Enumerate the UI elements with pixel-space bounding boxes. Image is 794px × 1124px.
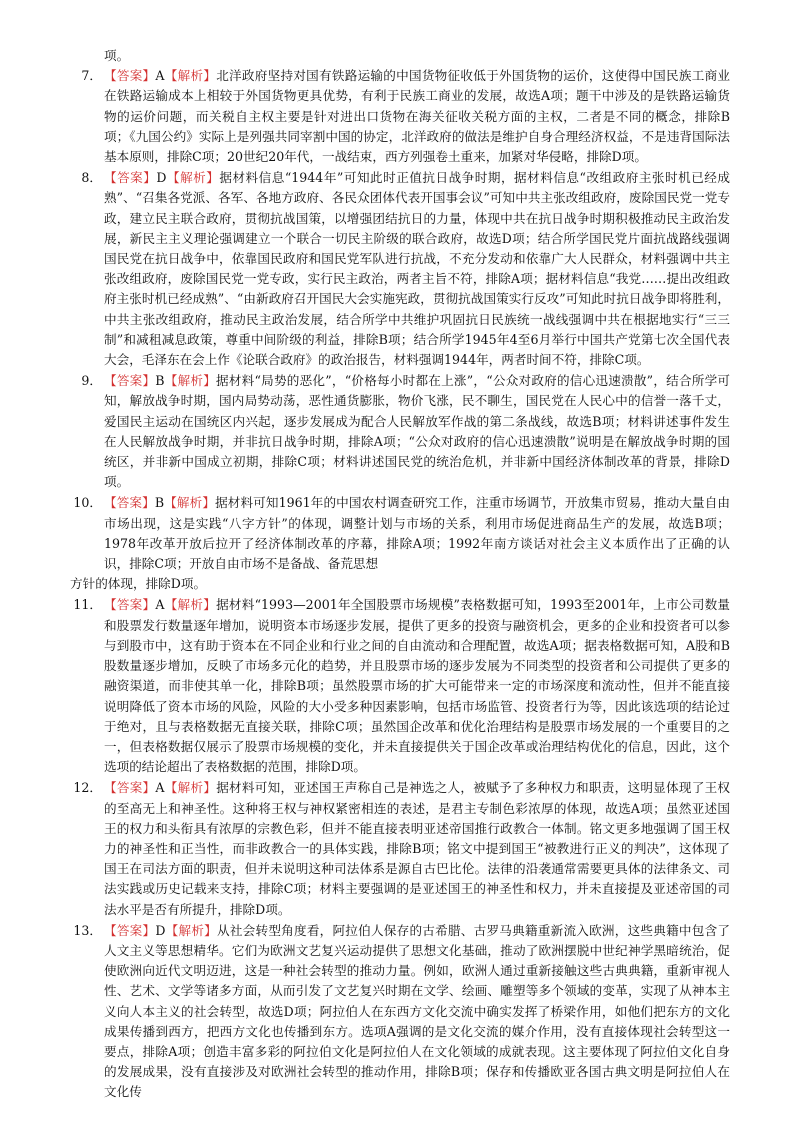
analysis-text: 据材料可知，亚述国王声称自己是神选之人，被赋予了多种权力和职责，这明显体现了王权的至高无上和神圣性。这种将王权与神权紧密相连的表述，是君主专制色彩浓厚的体现，故选A项；虽然亚述国王的权力和头衔具有浓厚的宗教色彩，但并不能直接表明亚述帝国推行政教合一体制。铭文更多地强调了国王权力的神圣性和正当性，而非政教合一的具体实践，排除B项；铭文中提到国王“被教进行正义的判决”，这体现了国王在司法方面的职责，但并未说明这种司法体系是源自古巴比伦。法律的沿袭通常需要更具体的法律条文、司法实践或历史记载来支持，排除C项；材料主要强调的是亚述国王的神圣性和权力，并未直接提及亚述帝国的司法水平是否有所提升，排除D项。 — [104, 780, 731, 917]
answer-item-13 — [70, 921, 730, 1103]
analysis-tag: 【解析】 — [164, 780, 217, 796]
analysis-text: 据材料“1993—2001年全国股票市场规模”表格数据可知，1993至2001年，上市公司数量和股票发行数量逐年增加，说明资本市场逐步发展，提供了更多的投资与融资机会，更多的企业和投资者可以参与到股市中，这有助于资本在不同企业和行业之间的自由流动和合理配置，故选A项；据表格数据可知，A股和B股数量逐步增加，反映了市场多元化的趋势，并且股票市场的逐步发展为不同类型的投资者和公司提供了更多的融资渠道，而非使其单一化，排除B项；虽然股票市场的扩大可能带来一定的市场深度和流动性，但并不能直接说明降低了资本市场的风险，风险的大小受多种因素影响，包括市场监管、投资者行为等，因此该选项的结论过于绝对，且与表格数据无直接关联，排除C项；虽然国企改革和优化治理结构是股票市场发展的一个重要目的之一，但表格数据仅展示了股票市场规模的变化，并未直接提供关于国企改革或治理结构优化的信息，因此，这个选项的结论超出了表格数据的范围，排除D项。 — [104, 597, 731, 775]
analysis-tag: 【解析】 — [164, 597, 217, 613]
answer-tag: 【答案】 — [104, 170, 157, 186]
answer-letter: D — [156, 170, 167, 186]
answer-letter: A — [155, 68, 165, 84]
analysis-text: 据材料可知1961年的中国农村调查研究工作，注重市场调节，开放集市贸易，推动大量自由市场出现，这是实践“八字方针”的体现，调整计划与市场的关系，利用市场促进商品生产的发展，故选B项；1978年改革开放后拉开了经济体制改革的序幕，排除A项；1992年南方谈话对社会主义本质作出了正确的认识，排除C项；开放自由市场不是备战、备荒思想 — [104, 495, 731, 572]
item-number: 10． — [73, 495, 102, 511]
item-number: 9． — [81, 373, 102, 389]
analysis-tag: 【解析】 — [164, 68, 217, 84]
analysis-text: 据材料“局势的恶化”，“价格每小时都在上涨”，“公众对政府的信心迅速溃散”，结合所学可知，解放战争时期，国内局势动荡，恶性通货膨胀，物价飞涨，民不聊生，国民党在人民心中的信誉一落千丈，爱国民主运动在国统区内兴起，逐步发展成为配合人民解放军作战的第二条战线，故选B项；材料讲述事件发生在人民解放战争时期，并非抗日战争时期，排除A项；“公众对政府的信心迅速溃散”说明是在解放战争时期的国统区，并非新中国成立初期，排除C项；材料讲述国民党的统治危机，并非新中国经济体制改革的背景，排除D项。 — [104, 373, 731, 490]
answer-letter: D — [155, 922, 166, 938]
analysis-tag: 【解析】 — [165, 922, 217, 938]
answer-letter: A — [155, 780, 165, 796]
analysis-tag: 【解析】 — [164, 495, 216, 511]
answer-tag: 【答案】 — [104, 922, 156, 938]
analysis-text: 从社会转型角度看，阿拉伯人保存的古希腊、古罗马典籍重新流入欧洲，这些典籍中包含了人文主义等思想精华。它们为欧洲文艺复兴运动提供了思想文化基础，推动了欧洲摆脱中世纪神学黑暗统治，促使欧洲向近代文明迈进，这是一种社会转型的推动力量。例如，欧洲人通过重新接触这些古典典籍，重新审视人性、艺术、文学等诸多方面，从而引发了文艺复兴时期在文学、绘画、雕塑等多个领域的变革，实现了从神本主义向人本主义的社会转型，故选D项；阿拉伯人在东西方文化交流中确实发挥了桥梁作用，如他们把东方的文化成果传播到西方，把西方文化也传播到东方。选项A强调的是文化交流的媒介作用，没有直接体现社会转型这一要点，排除A项；创造丰富多彩的阿拉伯文化是阿拉伯人在文化领域的成就表现。这主要体现了阿拉伯文化自身的发展成果，没有直接涉及对欧洲社会转型的推动作用，排除B项；保存和传播欧亚各国古典文明是阿拉伯人在文化传 — [104, 922, 731, 1100]
analysis-tag: 【解析】 — [164, 373, 217, 389]
answer-page — [70, 46, 730, 1104]
answer-tag: 【答案】 — [104, 68, 156, 84]
answer-item-11 — [70, 595, 730, 777]
answer-tag: 【答案】 — [104, 495, 155, 511]
item-number: 11． — [73, 597, 102, 613]
answer-item-12 — [70, 778, 730, 919]
answer-item-7 — [70, 66, 730, 167]
answer-tag: 【答案】 — [104, 780, 156, 796]
analysis-tag: 【解析】 — [166, 170, 220, 186]
answer-tag: 【答案】 — [104, 373, 156, 389]
answer-item-8 — [70, 168, 730, 370]
page-top-fragment: 项。 — [104, 48, 130, 63]
item-number: 12． — [73, 780, 102, 796]
answer-letter: B — [155, 373, 165, 389]
answer-tag: 【答案】 — [104, 597, 156, 613]
analysis-tail-line: 方针的体现，排除D项。 — [70, 576, 207, 592]
answer-item-9 — [70, 371, 730, 492]
analysis-text: 据材料信息“1944年”可知此时正值抗日战争时期，据材料信息“改组政府主张时机已经成熟”、“召集各党派、各军、各地方政府、各民众团体代表开国事会议”可知中共主张改组政府，废除国民党一党专政，建立民主联合政府，贯彻抗战国策，以增强团结抗日的力量，体现中共在抗日战争时期积极推动民主政治发展，新民主主义理论强调建立一个联合一切民主阶级的联合政府，故选D项；结合所学国民党片面抗战路线强调国民党在抗日战争中，依靠国民政府和国民党军队进行抗战，不充分发动和依靠广大人民群众，材料强调中共主张改组政府，废除国民党一党专政，实行民主政治，两者主旨不符，排除A项；据材料信息“我党……提出改组政府主张时机已经成熟”、“由新政府召开国民大会实施宪政，贯彻抗战国策实行反攻”可知此时抗日战争即将胜利，中共主张改组政府，推动民主政治发展，结合所学中共维护巩固抗日民族统一战线强调中共在根据地实行“三三制”和减租减息政策，尊重中间阶级的利益，排除B项；结合所学1945年4至6月举行中国共产党第七次全国代表大会，毛泽东在会上作《论联合政府》的政治报告，材料强调1944年，两者时间不符，排除C项。 — [104, 170, 730, 368]
item-number: 7． — [81, 68, 102, 84]
answer-item-10 — [70, 493, 730, 594]
item-number: 8． — [81, 170, 102, 186]
item-number: 13． — [73, 922, 102, 938]
analysis-text: 北洋政府坚持对国有铁路运输的中国货物征收低于外国货物的运价，这使得中国民族工商业在铁路运输成本上相较于外国货物更具优势，有利于民族工商业的发展，故选A项；题干中涉及的是铁路运输货物的运价问题，而关税自主权主要是针对进出口货物在海关征收关税方面的主权，二者是不同的概念，排除B项；《九国公约》实际上是列强共同宰割中国的协定，北洋政府的做法是维护自身合理经济权益，不是违背国际法基本原则，排除C项；20世纪20年代，一战结束，西方列强卷土重来，加紧对华侵略，排除D项。 — [104, 68, 731, 165]
answer-letter: B — [154, 495, 165, 511]
answer-letter: A — [155, 597, 165, 613]
